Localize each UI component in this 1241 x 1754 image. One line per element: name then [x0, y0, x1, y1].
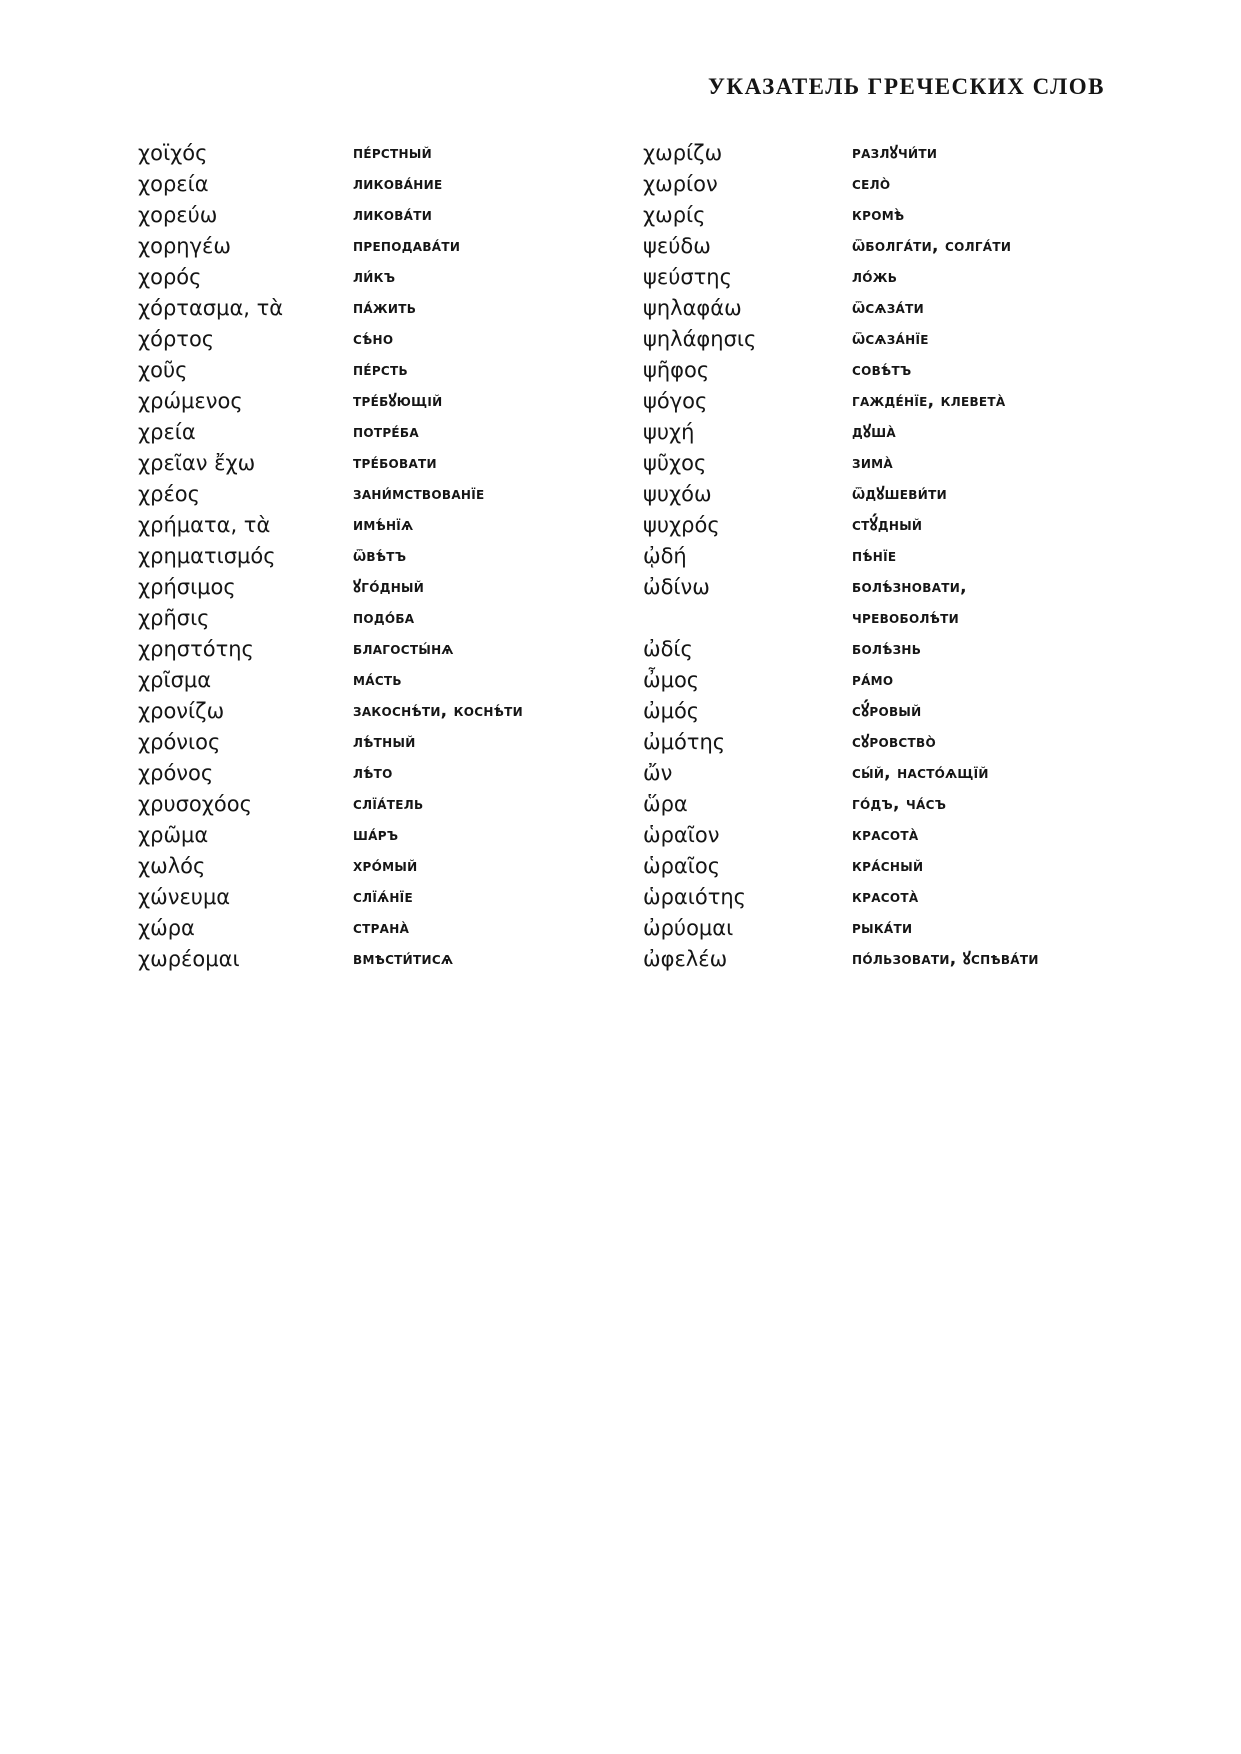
greek-word: χορεία	[138, 172, 209, 196]
slavonic-word: болѣ́зновати,	[852, 577, 967, 597]
greek-word: χρήματα, τὰ	[138, 513, 271, 537]
slavonic-word: потре́ба	[353, 422, 419, 442]
slavonic-word: село̀	[852, 174, 891, 194]
index-row	[138, 696, 1123, 727]
greek-word: χρυσοχόος	[138, 792, 252, 816]
index-row	[138, 355, 1123, 386]
greek-word: ψηλάφησις	[643, 327, 757, 351]
greek-word: χρηματισμός	[138, 544, 276, 568]
index-row	[138, 572, 1123, 603]
greek-word: χρώμενος	[138, 389, 243, 413]
greek-word: χρῶμα	[138, 823, 209, 847]
index-row	[138, 200, 1123, 231]
slavonic-word: подо́ба	[353, 608, 415, 628]
index-row	[138, 510, 1123, 541]
slavonic-word: красота̀	[852, 825, 919, 845]
slavonic-word: страна̀	[353, 918, 410, 938]
index-row	[138, 665, 1123, 696]
slavonic-word: вмѣсти́тисѧ	[353, 949, 454, 969]
greek-word: χωρέομαι	[138, 947, 240, 971]
slavonic-word: благосты́нѧ	[353, 639, 454, 659]
word-index-table	[138, 138, 1123, 975]
greek-word: ὠφελέω	[643, 947, 728, 971]
slavonic-word: болѣ́знь	[852, 639, 922, 659]
slavonic-word: ша́ръ	[353, 825, 399, 845]
slavonic-word: рыка́ти	[852, 918, 913, 938]
greek-word: ψόγος	[643, 389, 708, 413]
slavonic-word: ѿболга́ти, солга́ти	[852, 236, 1012, 256]
index-row	[138, 169, 1123, 200]
index-row	[138, 944, 1123, 975]
greek-word: ψυχόω	[643, 482, 712, 506]
slavonic-word: сꙋ́ровый	[852, 701, 922, 721]
slavonic-word: разлꙋчи́ти	[852, 143, 938, 163]
slavonic-word: слїѧ́нїе	[353, 887, 413, 907]
slavonic-word: тре́бовати	[353, 453, 437, 473]
slavonic-word: гажде́нїе, клевета̀	[852, 391, 1006, 411]
index-row	[138, 386, 1123, 417]
greek-word: ψυχή	[643, 420, 695, 444]
greek-word: χόρτος	[138, 327, 215, 351]
slavonic-word: стꙋ́дный	[852, 515, 923, 535]
index-row	[138, 851, 1123, 882]
index-row	[138, 882, 1123, 913]
slavonic-word: красота̀	[852, 887, 919, 907]
greek-word: χορηγέω	[138, 234, 231, 258]
slavonic-word: ѿдꙋшеви́ти	[852, 484, 947, 504]
greek-word: χρῖσμα	[138, 668, 212, 692]
slavonic-word: ѿсѧза́ти	[852, 298, 924, 318]
greek-word: ψεύδω	[643, 234, 711, 258]
greek-word: χώνευμα	[138, 885, 231, 909]
slavonic-word: преподава́ти	[353, 236, 461, 256]
greek-word: ὡραῖον	[643, 823, 720, 847]
greek-word: χρόνος	[138, 761, 214, 785]
index-row	[138, 541, 1123, 572]
slavonic-word: тре́бꙋющій	[353, 391, 443, 411]
slavonic-word: имѣ́нїѧ	[353, 515, 414, 535]
slavonic-word: зима̀	[852, 453, 893, 473]
slavonic-word: дꙋша̀	[852, 422, 896, 442]
greek-word: ὠρύομαι	[643, 916, 734, 940]
index-row	[138, 913, 1123, 944]
slavonic-word: ꙋго́дный	[353, 577, 425, 597]
greek-word: χρέος	[138, 482, 200, 506]
slavonic-word: лѣ́тный	[353, 732, 416, 752]
slavonic-word: закоснѣ́ти, коснѣ́ти	[353, 701, 523, 721]
greek-word: χρηστότης	[138, 637, 254, 661]
slavonic-word: ма́сть	[353, 670, 402, 690]
slavonic-word: ликова́ти	[353, 205, 433, 225]
index-row	[138, 138, 1123, 169]
slavonic-word: сы́й, насто́ѧщїй	[852, 763, 989, 783]
greek-word: χρεία	[138, 420, 196, 444]
greek-word: ὡραιότης	[643, 885, 746, 909]
index-row	[138, 479, 1123, 510]
index-row	[138, 634, 1123, 665]
greek-word: χρεῖαν ἔχω	[138, 451, 256, 475]
slavonic-word: пе́рстный	[353, 143, 432, 163]
greek-word: ψῦχος	[643, 451, 707, 475]
index-row	[138, 758, 1123, 789]
greek-word: ὠμός	[643, 699, 700, 723]
index-row	[138, 448, 1123, 479]
greek-word: ψυχρός	[643, 513, 720, 537]
slavonic-word: па́жить	[353, 298, 417, 318]
slavonic-word: ликова́ние	[353, 174, 443, 194]
greek-word: χρονίζω	[138, 699, 225, 723]
index-row	[138, 262, 1123, 293]
slavonic-word: ѿсѧза́нїе	[852, 329, 929, 349]
greek-word: ὦμος	[643, 668, 700, 692]
slavonic-word: слїа́тель	[353, 794, 424, 814]
slavonic-word: по́льзовати, ꙋспѣва́ти	[852, 949, 1039, 969]
greek-word: χρήσιμος	[138, 575, 236, 599]
greek-word: χορεύω	[138, 203, 218, 227]
greek-word: ψῆφος	[643, 358, 710, 382]
index-row	[138, 727, 1123, 758]
greek-word: ὠδίνω	[643, 575, 710, 599]
index-row	[138, 603, 1123, 634]
slavonic-word: зани́мствованїе	[353, 484, 485, 504]
slavonic-word: хро́мый	[353, 856, 418, 876]
greek-word: ὤν	[643, 761, 673, 785]
slavonic-word: лѣ́то	[353, 763, 393, 783]
slavonic-word: совѣ́тъ	[852, 360, 912, 380]
slavonic-word: чревоболѣ́ти	[852, 608, 959, 628]
greek-word: χωλός	[138, 854, 206, 878]
index-row	[138, 820, 1123, 851]
greek-word: ψεύστης	[643, 265, 732, 289]
slavonic-word: кромѣ̀	[852, 205, 905, 225]
greek-word: χωρίς	[643, 203, 706, 227]
greek-word: ψηλαφάω	[643, 296, 742, 320]
index-row	[138, 789, 1123, 820]
slavonic-word: ра́мо	[852, 670, 894, 690]
slavonic-word: ѿвѣ́тъ	[353, 546, 407, 566]
greek-word: χρόνιος	[138, 730, 221, 754]
greek-word: χωρίον	[643, 172, 718, 196]
greek-word: ὡραῖος	[643, 854, 721, 878]
slavonic-word: кра́сный	[852, 856, 924, 876]
greek-word: χοϊχός	[138, 141, 208, 165]
slavonic-word: сꙋровство̀	[852, 732, 936, 752]
greek-word: χοῦς	[138, 358, 188, 382]
slavonic-word: сѣ́но	[353, 329, 394, 349]
greek-word: χώρα	[138, 916, 195, 940]
slavonic-word: пѣ́нїе	[852, 546, 897, 566]
greek-word: χωρίζω	[643, 141, 723, 165]
index-row	[138, 417, 1123, 448]
greek-word: ὠδίς	[643, 637, 693, 661]
index-row	[138, 324, 1123, 355]
greek-word: χόρτασμα, τὰ	[138, 296, 284, 320]
index-row	[138, 231, 1123, 262]
greek-word: χορός	[138, 265, 202, 289]
greek-word: ᾠδή	[643, 544, 687, 568]
slavonic-word: ло́жь	[852, 267, 898, 287]
slavonic-word: го́дъ, ча́съ	[852, 794, 947, 814]
greek-word: χρῆσις	[138, 606, 210, 630]
greek-word: ὥρα	[643, 792, 688, 816]
slavonic-word: ли́къ	[353, 267, 396, 287]
greek-word: ὠμότης	[643, 730, 726, 754]
slavonic-word: пе́рсть	[353, 360, 408, 380]
index-row	[138, 293, 1123, 324]
page-title: УКАЗАТЕЛЬ ГРЕЧЕСКИХ СЛОВ	[708, 74, 1105, 99]
